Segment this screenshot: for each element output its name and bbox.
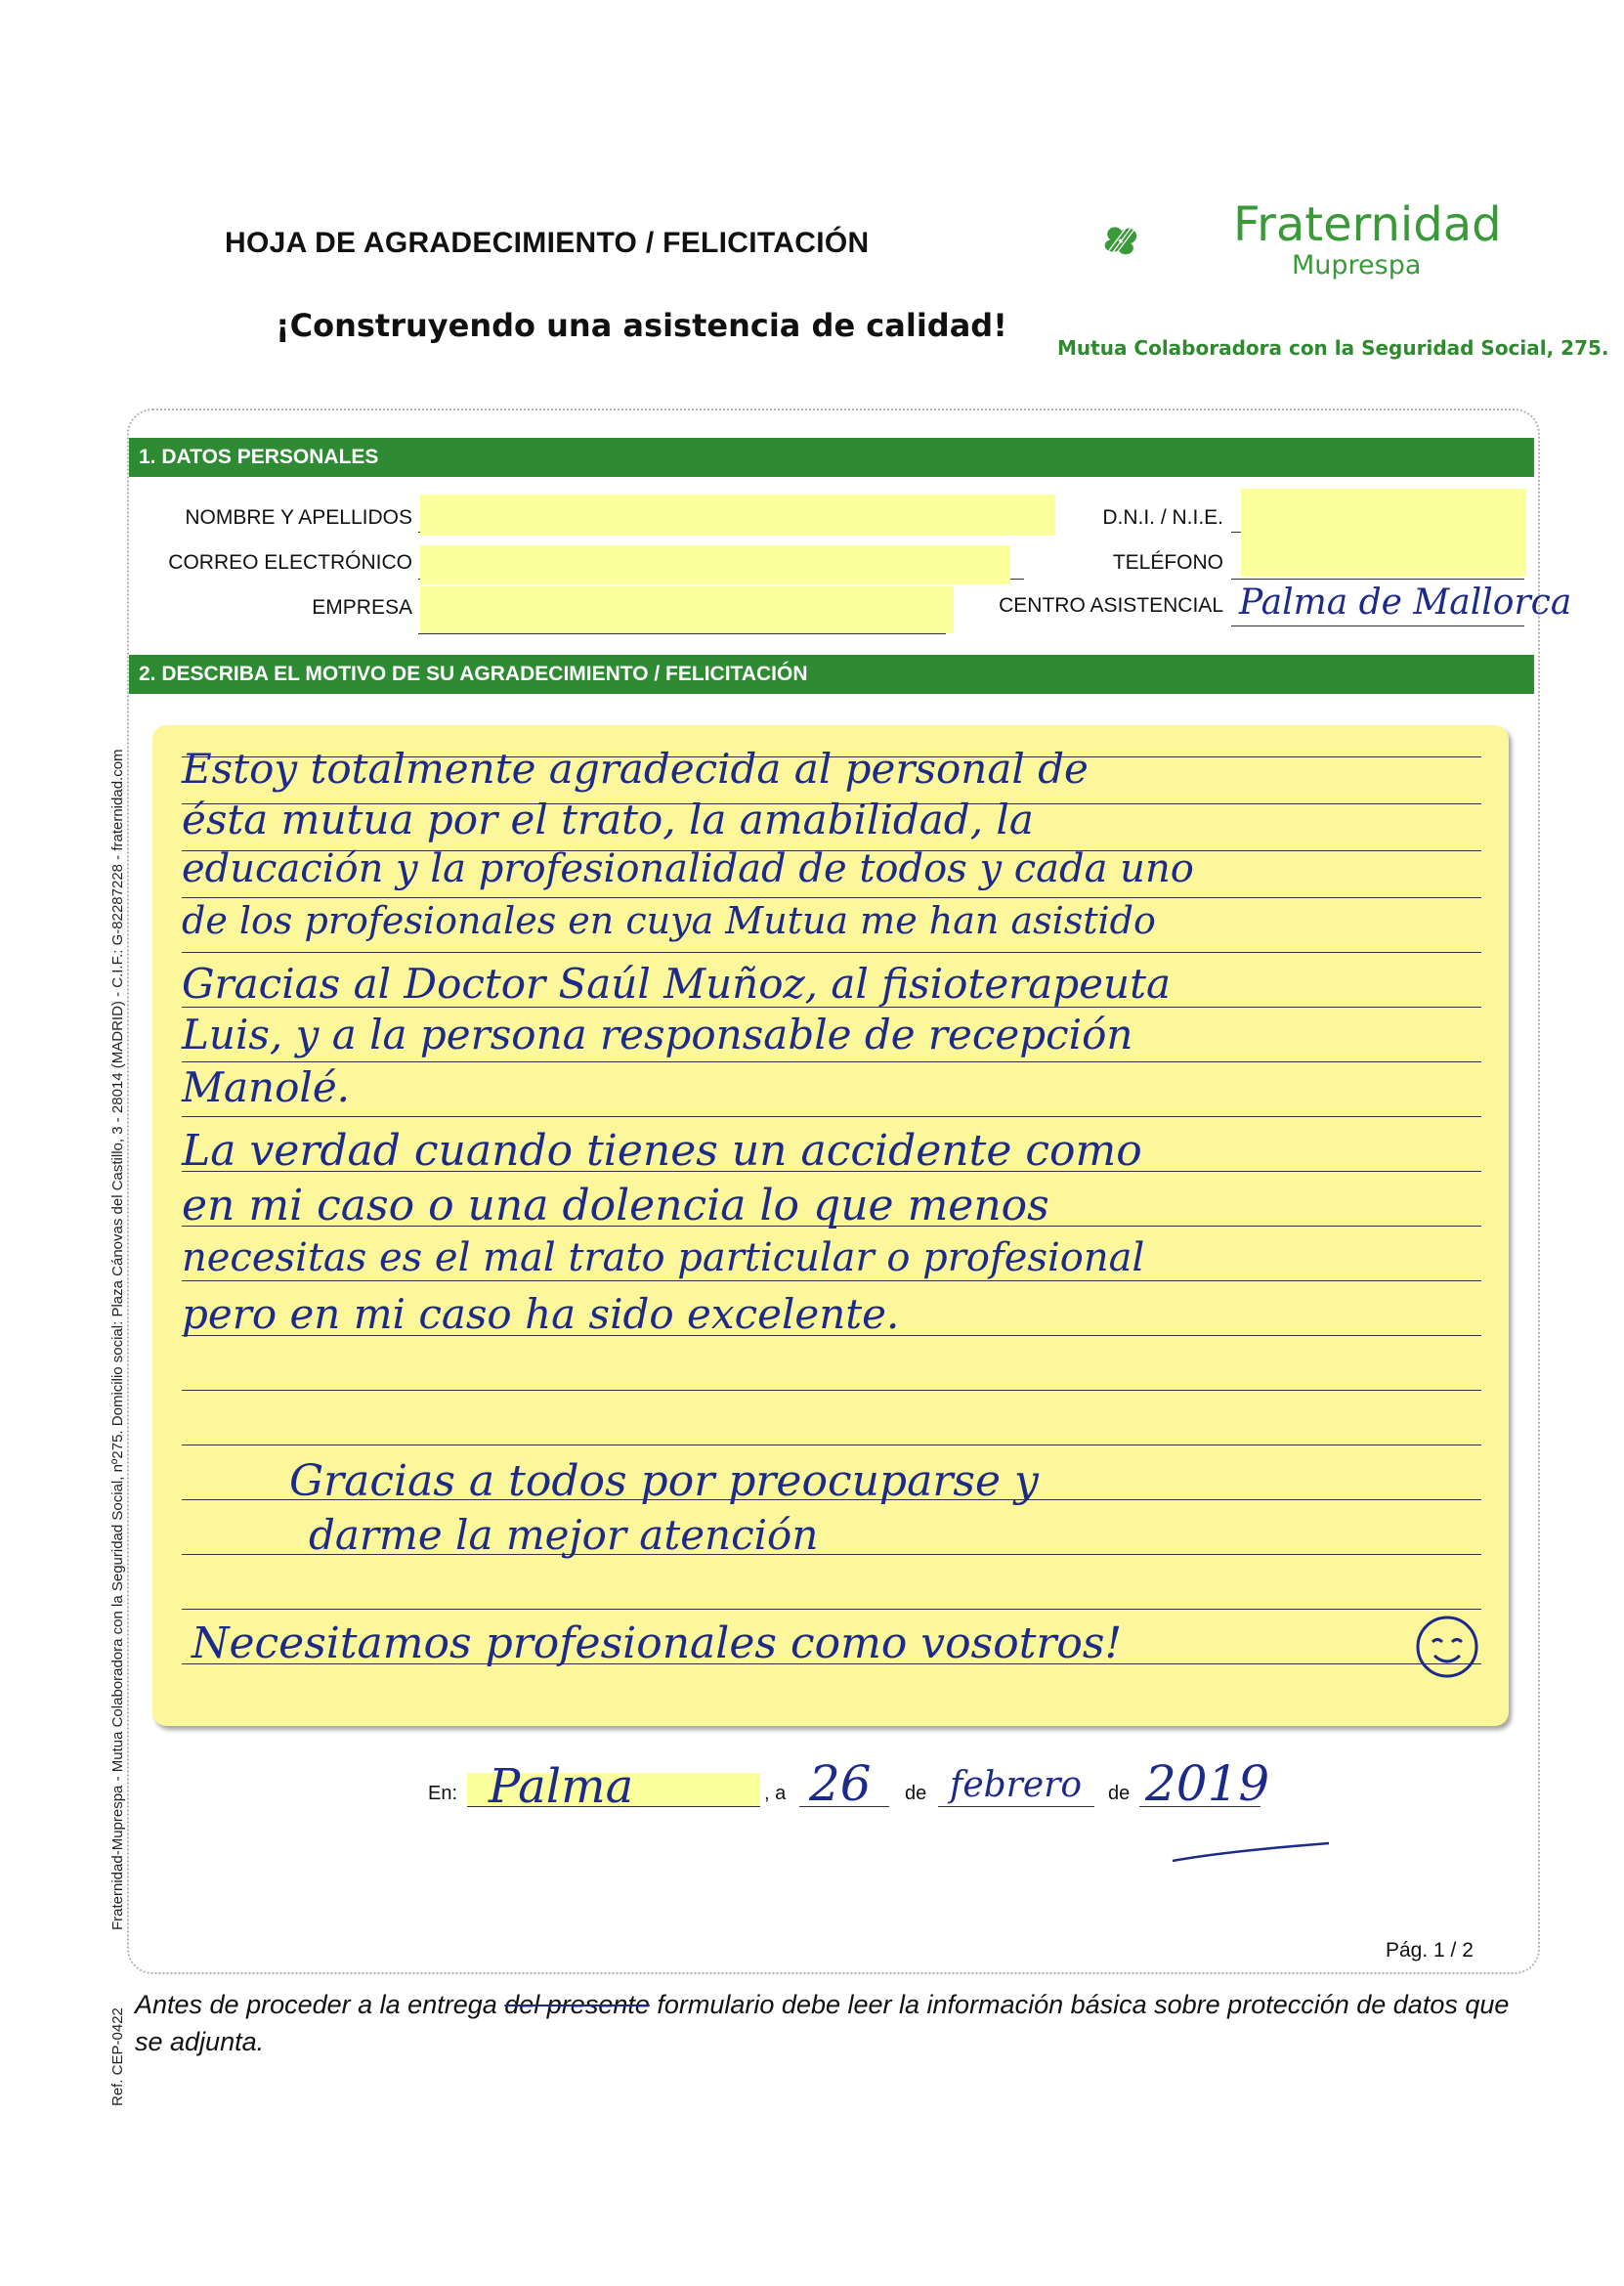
message-line: ésta mutua por el trato, la amabilidad, la	[182, 796, 1034, 843]
message-line: educación y la profesionalidad de todos y cada uno	[182, 846, 1194, 891]
nombre-redaction	[420, 495, 1055, 536]
centro-label: CENTRO ASISTENCIAL	[999, 594, 1223, 617]
date-place-value: Palma	[489, 1759, 634, 1814]
nombre-label: NOMBRE Y APELLIDOS	[185, 506, 412, 529]
privacy-note	[135, 1986, 1542, 2060]
section-motivo-header: 2. DESCRIBA EL MOTIVO DE SU AGRADECIMIENTO / FELICITACIÓN	[129, 655, 1534, 694]
privacy-note-struck: del presente	[504, 1990, 650, 2019]
message-line: de los profesionales en cuya Mutua me han asistido	[182, 899, 1156, 942]
message-line: Necesitamos profesionales como vosotros!	[192, 1618, 1123, 1668]
legal-sidebar-text: Fraternidad-Muprespa - Mutua Colaboradora con la Seguridad Social, nº275. Domicilio social: Plaza Cánovas del Castillo, 3 - 28014 (MADRID) - C.I.F.: G-82287228 - fraternidad.com	[109, 749, 126, 1930]
date-de-label: de	[905, 1783, 927, 1804]
correo-redaction	[420, 545, 1010, 584]
smiley-face-icon	[1413, 1613, 1481, 1681]
document-title: HOJA DE AGRADECIMIENTO / FELICITACIÓN	[225, 227, 870, 259]
dni-telefono-redaction	[1241, 489, 1526, 577]
telefono-field[interactable]	[1231, 579, 1524, 580]
document-subtitle: ¡Construyendo una asistencia de calidad!	[276, 307, 1007, 344]
message-line: necesitas es el mal trato particular o profesional	[182, 1235, 1145, 1280]
dni-label: D.N.I. / N.I.E.	[1102, 506, 1223, 529]
message-line: Gracias a todos por preocuparse y	[289, 1456, 1039, 1506]
empresa-redaction	[420, 586, 954, 633]
message-line: darme la mejor atención	[309, 1511, 819, 1559]
signature-stroke-icon	[1169, 1837, 1335, 1867]
date-day-value: 26	[809, 1755, 872, 1812]
message-line: La verdad cuando tienes un accidente como	[182, 1126, 1142, 1176]
fraternidad-logo-icon	[1102, 192, 1229, 289]
logo-name: Fraternidad	[1233, 197, 1502, 252]
empresa-label: EMPRESA	[312, 596, 412, 619]
page-number: Pág. 1 / 2	[1386, 1939, 1474, 1962]
centro-value: Palma de Mallorca	[1239, 582, 1572, 623]
message-line: en mi caso o una dolencia lo que menos	[182, 1181, 1049, 1230]
document-reference: Ref. CEP-0422	[109, 2007, 126, 2106]
date-month-field[interactable]	[938, 1806, 1094, 1807]
correo-label: CORREO ELECTRÓNICO	[168, 551, 412, 574]
message-note-pad[interactable]	[152, 725, 1509, 1726]
message-line: pero en mi caso ha sido excelente.	[182, 1290, 900, 1338]
privacy-note-before: Antes de proceder a la entrega	[135, 1990, 497, 2019]
telefono-label: TELÉFONO	[1112, 551, 1223, 574]
message-line: Luis, y a la persona responsable de recepción	[182, 1011, 1133, 1058]
logo-tagline: Mutua Colaboradora con la Seguridad Social, 275.	[1057, 336, 1609, 360]
privacy-note-after: formulario debe leer la información básica sobre protección de datos que se adjunta.	[135, 1990, 1510, 2056]
logo-subname: Muprespa	[1292, 250, 1422, 280]
empresa-field[interactable]	[418, 633, 946, 634]
centro-field[interactable]	[1231, 625, 1524, 626]
message-line: Manolé.	[182, 1063, 351, 1111]
date-year-value: 2019	[1145, 1755, 1270, 1812]
date-month-value: febrero	[950, 1765, 1083, 1805]
date-a-label: , a	[764, 1783, 787, 1804]
message-line: Estoy totalmente agradecida al personal de	[182, 745, 1089, 793]
message-line: Gracias al Doctor Saúl Muñoz, al fisioterapeuta	[182, 960, 1171, 1008]
date-en-label: En:	[428, 1783, 458, 1804]
date-de2-label: de	[1108, 1783, 1131, 1804]
section-personal-data-header: 1. DATOS PERSONALES	[129, 438, 1534, 477]
